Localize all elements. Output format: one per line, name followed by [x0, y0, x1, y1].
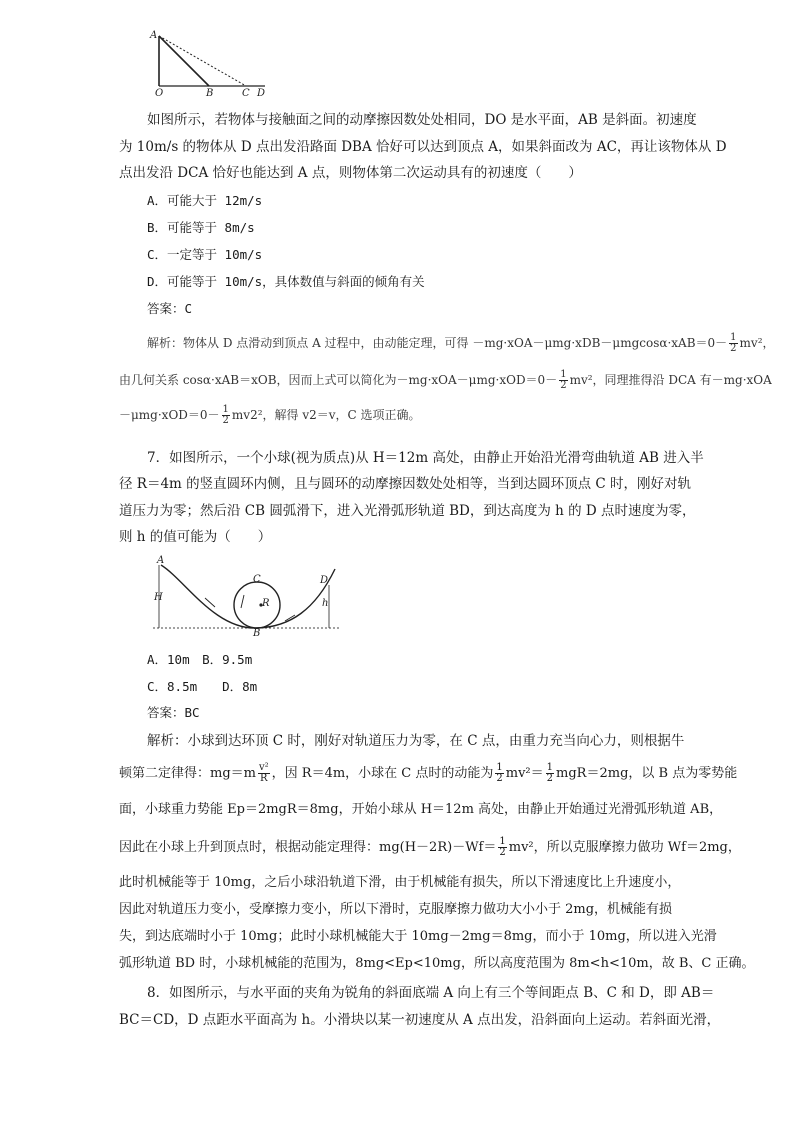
q6-stem-line-3: 点出发沿 DCA 恰好也能达到 A 点，则物体第二次运动具有的初速度（ ） — [119, 165, 582, 181]
loop-label-d: D — [320, 575, 329, 586]
q7-stem-line-2: 径 R＝4m 的竖直圆环内侧，且与圆环的动摩擦因数处处相等，当到达圆环顶点 C 时，刚好对轨 — [119, 476, 692, 492]
q6-answer: 答案：C — [147, 301, 193, 316]
q6-option-a: A．可能大于 12m/s — [147, 193, 263, 208]
q7-options-cd: C．8.5m D．8m — [147, 679, 258, 694]
q6-explanation-line-2: 由几何关系 cosα·xAB＝xOB，因而上式可以简化为－mg·xOA－μmg·xOD＝0－ $\frac{1}{2}$ mv²，同理推得沿 DCA 有－mg·xOA — [119, 369, 772, 391]
q7-answer: 答案：BC — [147, 705, 200, 720]
q6-explanation-line-3: －μmg·xOD＝0－ $\frac{1}{2}$ mv2²，解得 v2＝v，C 选项正确。 — [119, 404, 421, 426]
label-b: B — [206, 88, 214, 99]
q6-option-c: C．一定等于 10m/s — [147, 247, 263, 262]
q7-explanation-line-5: 此时机械能等于 10mg，之后小球沿轨道下滑，由于机械能有损失，所以下滑速度比上升速度小， — [119, 875, 681, 890]
q6-explanation-line-1: 解析：物体从 D 点滑动到顶点 A 过程中，由动能定理，可得 －mg·xOA－μmg·xDB－μmgcosα·xAB＝0－ $\frac{1}{2}$ mv²， — [147, 332, 775, 354]
q7-explanation-line-8: 弧形轨道 BD 时，小球机械能的范围为，8mg<Ep<10mg，所以高度范围为 8m<h<10m，故 B、C 正确。 — [119, 956, 755, 971]
q7-explanation-line-4: 因此在小球上升到顶点时，根据动能定理得：mg(H－2R)－Wf＝ $\frac{1}{2}$ mv²，所以克服摩擦力做功 Wf＝2mg， — [119, 836, 741, 858]
loop-track-figure — [145, 555, 345, 640]
q6-stem-line-2: 为 10m/s 的物体从 D 点出发沿路面 DBA 恰好可以达到顶点 A，如果斜面改为 AC，再让该物体从 D — [119, 139, 727, 155]
loop-label-r: R — [262, 598, 270, 609]
q7-explanation-line-3: 面，小球重力势能 Ep＝2mgR＝8mg，开始小球从 H＝12m 高处，由静止开始通过光滑弧形轨道 AB， — [119, 802, 723, 817]
label-d: D — [257, 88, 266, 99]
q6-option-d: D．可能等于 10m/s，具体数值与斜面的倾角有关 — [147, 274, 425, 289]
q7-stem-line-3: 道压力为零；然后沿 CB 圆弧滑下，进入光滑弧形轨道 BD，到达高度为 h 的 D 点时速度为零， — [119, 503, 696, 519]
q7-explanation-line-7: 失，到达底端时小于 10mg；此时小球机械能大于 10mg－2mg＝8mg，而小于 10mg，所以进入光滑 — [119, 929, 717, 944]
q6-stem-line-1: 如图所示，若物体与接触面之间的动摩擦因数处处相同，DO 是水平面，AB 是斜面。初速度 — [147, 112, 697, 128]
q8-stem-line-2: BC＝CD，D 点距水平面高为 h。小滑块以某一初速度从 A 点出发，沿斜面向上运动。若斜面光滑， — [119, 1012, 721, 1028]
loop-label-h-small: h — [322, 598, 329, 609]
loop-label-b: B — [253, 628, 261, 639]
q6-option-b: B．可能等于 8m/s — [147, 220, 255, 235]
q7-options-ab: A．10m B．9.5m — [147, 652, 253, 667]
label-a: A — [150, 30, 158, 41]
loop-label-a: A — [157, 555, 165, 566]
q7-stem-line-4: 则 h 的值可能为（ ） — [119, 529, 272, 545]
q8-stem-line-1: 8．如图所示，与水平面的夹角为锐角的斜面底端 A 向上有三个等间距点 B、C 和 D，即 AB＝ — [147, 985, 715, 1001]
loop-label-c: C — [253, 574, 261, 585]
q7-explanation-line-1: 解析：小球到达环顶 C 时，刚好对轨道压力为零，在 C 点，由重力充当向心力，则根据牛 — [147, 733, 685, 749]
q7-explanation-line-6: 因此对轨道压力变小，受摩擦力变小，所以下滑时，克服摩擦力做功大小小于 2mg，机械能有损 — [119, 902, 673, 917]
label-o: O — [155, 88, 164, 99]
loop-label-h-big: H — [154, 592, 163, 603]
q7-explanation-line-2: 顿第二定律得：mg＝m $\frac{\text{v²}}{R}$ ，因 R＝4m，小球在 C 点时的动能为 $\frac{1}{2}$ mv²＝ $\frac{1}{2}$ mgR＝2mg，以 B 点为零势能 — [119, 762, 738, 784]
q7-stem-line-1: 7．如图所示，一个小球(视为质点)从 H＝12m 高处，由静止开始沿光滑弯曲轨道 AB 进入半 — [147, 450, 704, 466]
label-c: C — [242, 88, 250, 99]
